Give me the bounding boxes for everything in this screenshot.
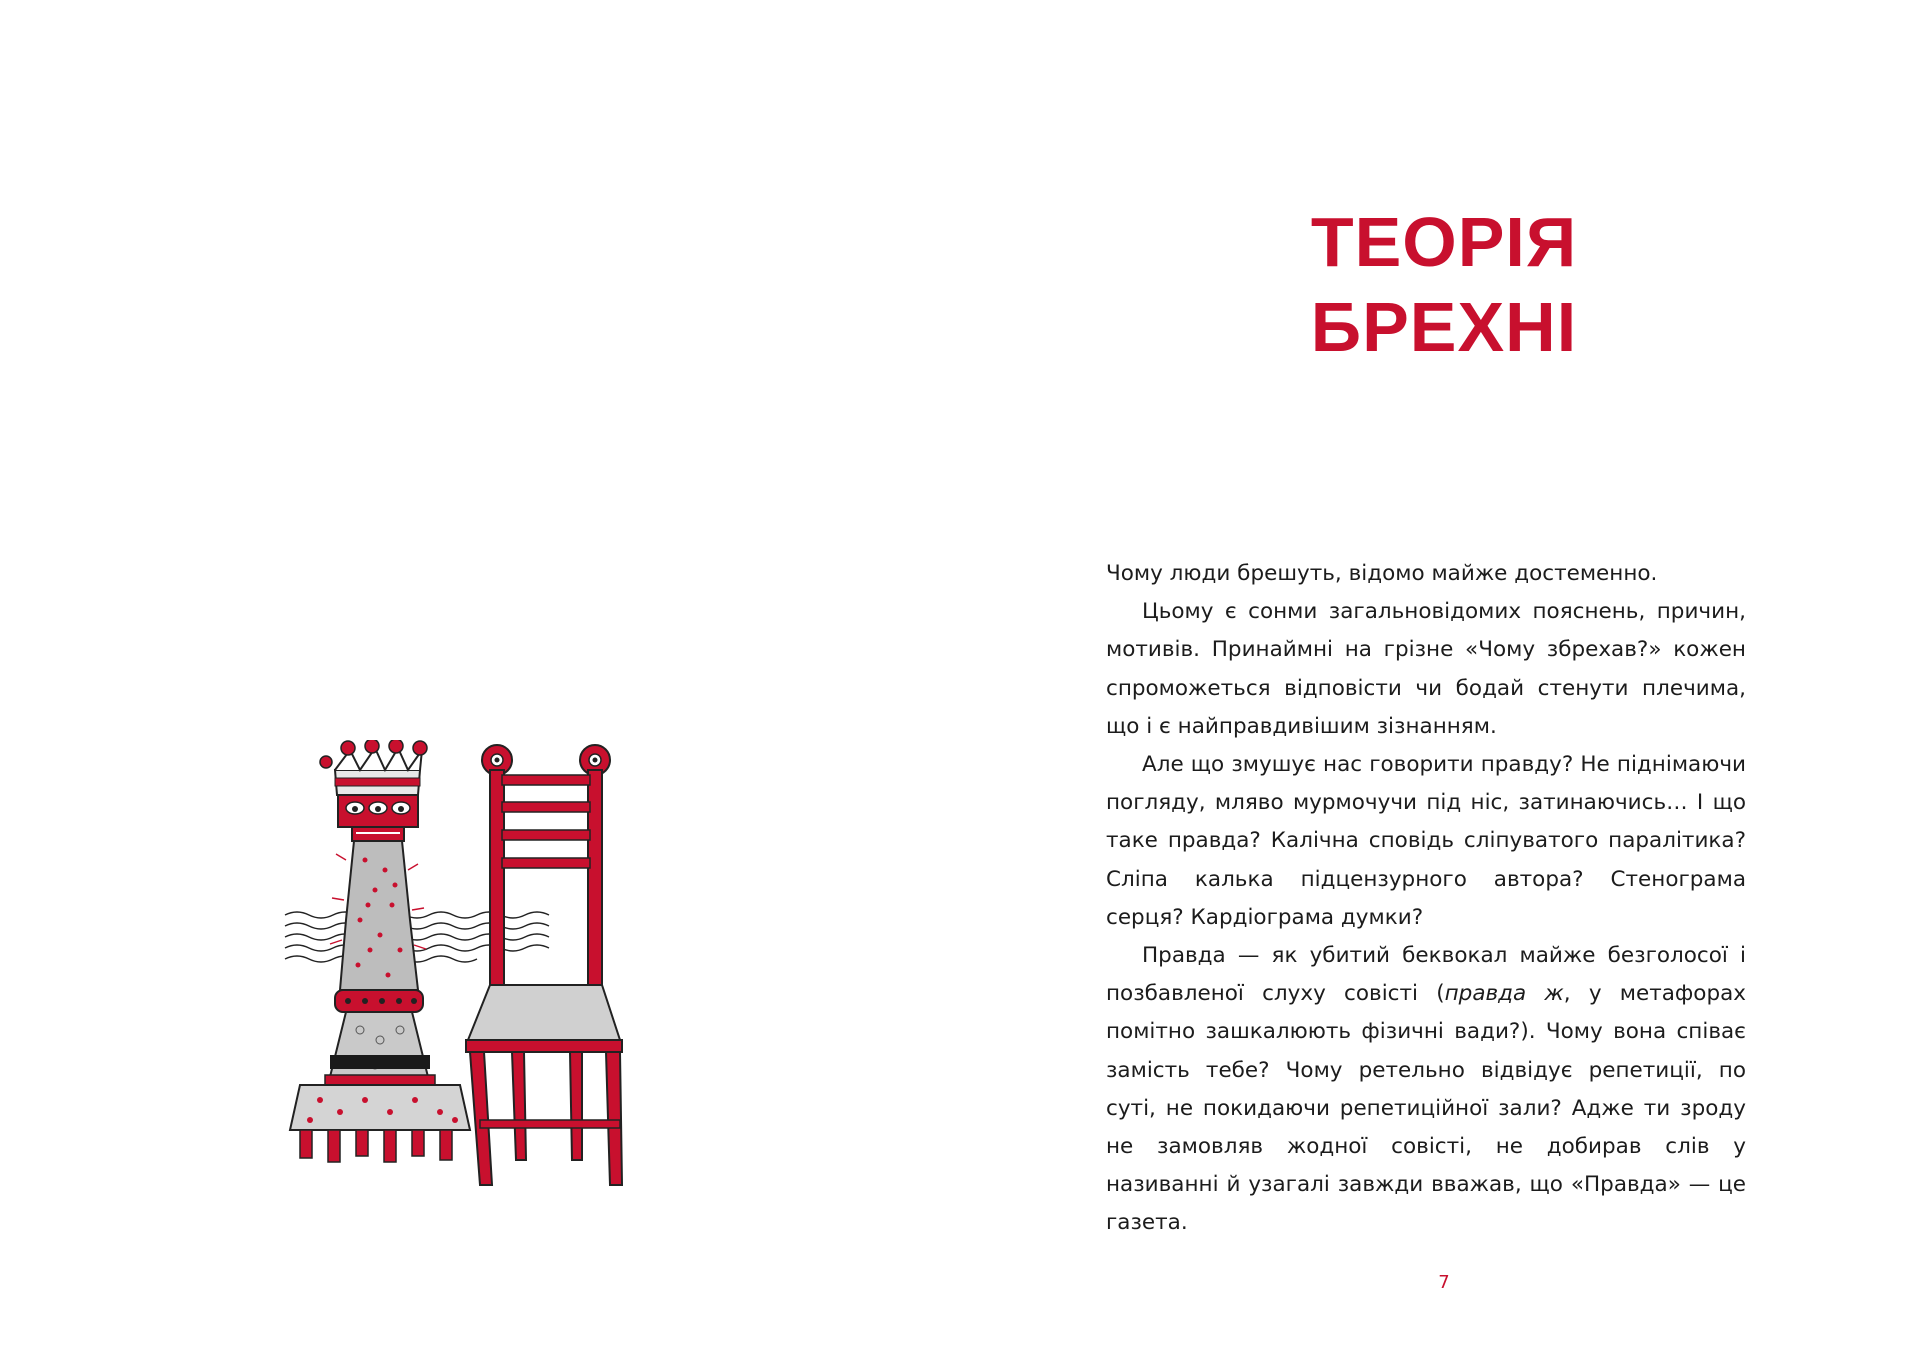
chapter-title-line1: ТЕОРІЯ [1310, 203, 1578, 281]
tower-face [338, 795, 418, 841]
paragraph-4-part-b: , у метафорах помітно зашкалюють фізичні вади?). Чому вона співає замість тебе? Чому ретельно відвідує репетиції, по суті, не покидаючи репетиційної зали? Адже ти зроду не замовляв жодної совісті, не добирав слів у називанні й узагалі завжди вважав, що «Правда» — це газета. [1106, 981, 1746, 1236]
illustration-tower-and-chair [280, 740, 685, 1195]
chapter-title [1204, 200, 1684, 370]
tower-base [290, 1085, 470, 1162]
paragraph-4 [1106, 937, 1746, 1243]
tower-ring [335, 990, 423, 1012]
wave-lines [285, 912, 549, 962]
tower-lower [325, 1012, 435, 1087]
tower-column [330, 841, 426, 990]
tower-crown [320, 740, 427, 795]
body-text [1106, 555, 1746, 1243]
paragraph-2: Цьому є сонми загальновідомих пояснень, причин, мотивів. Принаймні на грізне «Чому збрехав?» кожен спроможеться відповісти чи бодай стенути плечима, що і є найправдивішим зізнанням. [1106, 599, 1746, 739]
paragraph-4-emphasis: правда ж [1444, 981, 1564, 1007]
right-page [960, 0, 1920, 1362]
paragraph-3: Але що змушує нас говорити правду? Не піднімаючи погляду, мляво мурмочучи під ніс, затинаючись… І що таке правда? Калічна сповідь сліпуватого паралітика? Сліпа калька підцензурного автора? Стенограма серця? Кардіограма думки? [1106, 752, 1746, 930]
red-chair [466, 745, 622, 1185]
paragraph-4-part-a: Правда — як убитий беквокал майже безголосої і позбавленої слуху совісті ( [1106, 943, 1746, 1007]
chapter-title-line2: БРЕХНІ [1310, 288, 1578, 366]
page-number: 7 [1438, 1272, 1450, 1293]
paragraph-1: Чому люди брешуть, відомо майже достеменно. [1106, 561, 1658, 586]
